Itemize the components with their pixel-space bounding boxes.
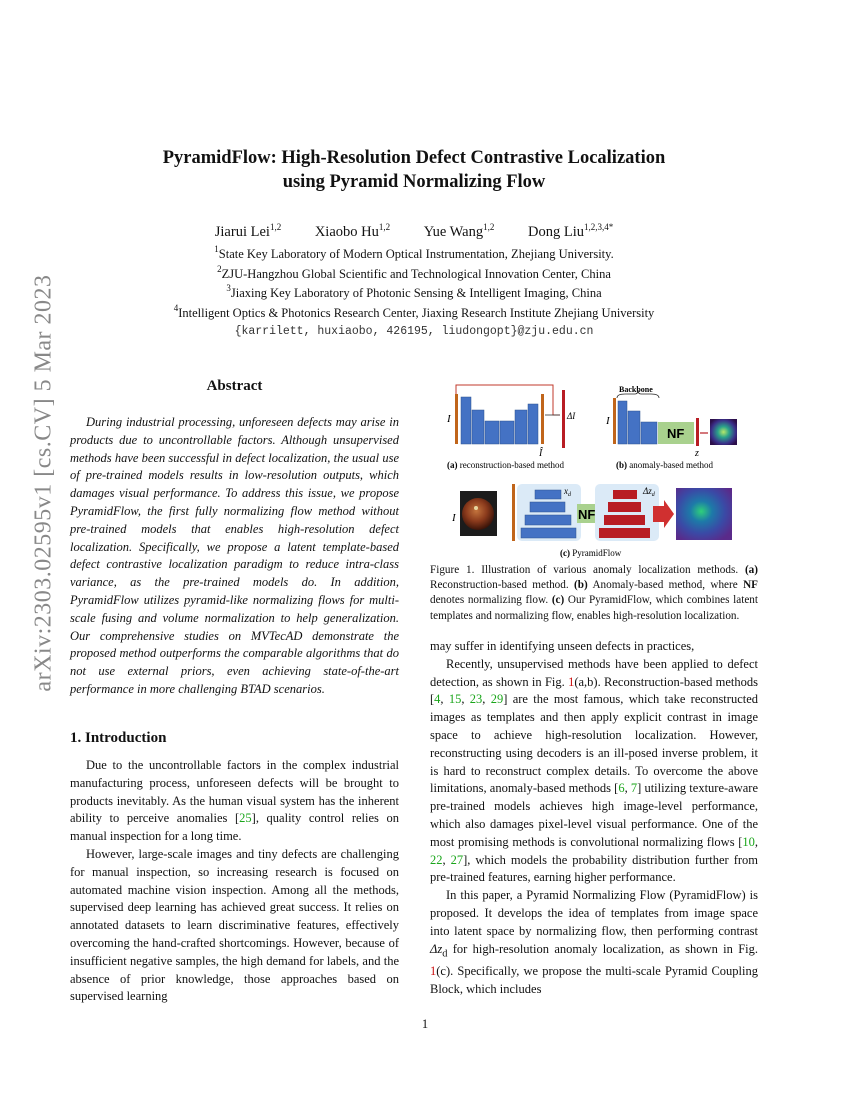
intro-paragraph-1: Due to the uncontrollable factors in the complex industrial manufacturing process, unforeseen defects will be brought to products inevitably. As the human visual system has the inherent ability to perceive anomalies [25], quality control relies on manual inspection for a long time.	[70, 758, 399, 844]
layer-block	[472, 410, 484, 444]
citation-link[interactable]: 22	[430, 852, 443, 867]
pyramid-level	[604, 515, 645, 525]
backbone-label: Backbone	[619, 385, 653, 394]
continued-text: may suffer in identifying unseen defects in practices,	[430, 639, 695, 653]
affiliation-3: $^3$Jiaxing Key Laboratory of Photonic Sensing & Intelligent Imaging, China	[226, 283, 602, 300]
fig-label-z: z	[695, 448, 699, 459]
fig-label-xd: $x_d$	[564, 486, 571, 498]
layer-block	[500, 421, 514, 444]
nf-label: NF	[578, 507, 596, 522]
author: Dong Liu$^{1,2,3,4*}$	[527, 222, 614, 240]
author-email[interactable]: {karrilett, huxiaobo, 426195, liudongopt}@zju.edu.cn	[234, 325, 594, 338]
arxiv-identifier: arXiv:2303.02595v1 [cs.CV] 5 Mar 2023	[30, 274, 57, 692]
abstract-heading: Abstract	[206, 378, 263, 394]
layer-block	[515, 410, 527, 444]
arxiv-side-stamp	[32, 268, 56, 698]
subcaption-a: (a) reconstruction-based method	[447, 460, 564, 470]
fig-label-dzd: $\Delta z_d$	[643, 486, 655, 498]
layer-block	[628, 411, 640, 444]
figure-1	[440, 378, 770, 560]
intro-left-column	[70, 757, 399, 1006]
abstract-body: During industrial processing, unforeseen defects may arise in products due to uncontrollable factors. Although unsupervised methods have been successful in defect localization, the usual use of pre-trained models results in low-resolution outputs, which damages visual performance. To address this issue, we propose PyramidFlow, the first fully normalizing flow method without pre-trained models that enables high-resolution defect localization. Specifically, we propose a latent template-based defect contrastive localization paradigm to reduce intra-class variance, as the pre-trained models do. In addition, PyramidFlow utilizes pyramid-like normalizing flows for multi-scale fusing and volume normalization to help generalization. Our comprehensive studies on MVTecAD demonstrate the proposed method outperforms the comparable algorithms that do not use external priors, even achieving state-of-the-art performance in more challenging BTAD scenarios.	[70, 415, 399, 696]
layer-block	[485, 421, 499, 444]
section-heading: 1. Introduction	[70, 730, 167, 746]
intro-paragraph-4: In this paper, a Pyramid Normalizing Flow (PyramidFlow) is proposed. It develops the idea of templates from image space into latent space by normalizing flow, then performing contrast $\Delta z_d$ for high-resolution anomaly localization, as shown in Fig. 1(c). Specifically, we propose the multi-scale Pyramid Coupling Block, which includes	[430, 888, 758, 996]
citation-link[interactable]: 25	[239, 811, 252, 826]
pyramid-level	[613, 490, 637, 499]
paper-title	[100, 146, 728, 194]
layer-block	[618, 401, 627, 444]
pyramid-level	[525, 515, 571, 525]
intro-paragraph-2: However, large-scale images and tiny defects are challenging for manual inspection, so increasing research is focused on automated machine vision inspection. Among all the methods, supervised deep learning has achieved great success. It relies on annotated datasets to learn discriminative features, effectively overcoming the hand-crafted shortcomings. However, because of insufficient negative samples, the high demand for labels, and the absence of prior knowledge, those approaches based on supervised learning	[70, 846, 399, 1004]
citation-link[interactable]: 27	[450, 852, 464, 867]
pyramid-level	[530, 502, 565, 512]
citation-link[interactable]: 15	[448, 692, 462, 707]
apple-image	[462, 498, 494, 530]
nf-label: NF	[667, 426, 685, 441]
citation-link[interactable]: 29	[490, 692, 504, 707]
layer-block	[461, 397, 471, 444]
figure-link[interactable]: 1	[568, 674, 575, 689]
subcaption-c: (c) PyramidFlow	[560, 548, 622, 558]
anomaly-heatmap	[676, 488, 732, 540]
subcaption-b: (b) anomaly-based method	[616, 460, 713, 470]
author: Jiarui Lei$^{1,2}$	[214, 222, 282, 240]
diff-bar-icon	[562, 390, 565, 448]
affiliation-2: $^2$ZJU-Hangzhou Global Scientific and Technological Innovation Center, China	[217, 263, 611, 281]
intro-paragraph-3: Recently, unsupervised methods have been applied to defect detection, as shown in Fig. 1(a,b). Reconstruction-based methods [4, 15, 23, 29] are the most famous, which take reconstructed images as templates and then apply explicit contrast in image space to achieve high-resolution localization. However, reconstructing using decoders is an ill-posed inverse problem, it is hard to reconstruct complex details. To overcome the above limitations, anomaly-based methods [6, 7] utilizing texture-aware pre-trained models achieves high image-level performance, which also damages pixel-level visual performance. One of the most promising methods is convolutional normalizing flows [10, 22, 27], which models the probability distribution further from pre-trained features, earning higher performance.	[430, 656, 759, 885]
fig-label-Ihat: Î	[539, 448, 543, 459]
input-bar-icon	[512, 484, 515, 541]
citation-link[interactable]: 23	[469, 692, 483, 707]
citation-link[interactable]: 7	[630, 781, 638, 796]
figure-link[interactable]: 1	[430, 963, 437, 978]
affiliation-1: $^1$State Key Laboratory of Modern Optical Instrumentation, Zhejiang University.	[214, 244, 614, 261]
citation-link[interactable]: 6	[618, 781, 625, 796]
skip-connection-arrow	[456, 385, 560, 415]
author-list	[100, 224, 728, 241]
defect-spot	[474, 506, 478, 510]
pyramid-level	[599, 528, 650, 538]
pyramid-level	[535, 490, 561, 499]
layer-block	[641, 422, 657, 444]
fig-label-I: I	[452, 512, 456, 524]
affiliation-4: $^4$Intelligent Optics & Photonics Research Center, Jiaxing Research Institute Zhejiang University	[173, 302, 655, 320]
latent-bar-icon	[696, 418, 699, 446]
fig-label-I: I	[447, 413, 451, 425]
fig-label-I: I	[606, 415, 610, 427]
input-bar-icon	[455, 394, 458, 444]
layer-block	[528, 404, 538, 444]
citation-link[interactable]: 4	[434, 692, 441, 707]
figure-caption: Figure 1. Illustration of various anomaly localization methods. (a) Reconstruction-based method. (b) Anomaly-based method, where NF denotes normalizing flow. (c) Our PyramidFlow, which combines latent templates and normalizing flow, enables high-resolution localization.	[430, 564, 759, 622]
title-line-1: PyramidFlow: High-Resolution Defect Contrastive Localization	[162, 148, 666, 168]
fig-label-dI: ΔI	[567, 411, 576, 421]
page-number: 1	[421, 1017, 429, 1031]
author: Yue Wang$^{1,2}$	[423, 222, 495, 240]
figure-1-graphic	[440, 378, 770, 560]
title-line-2: using Pyramid Normalizing Flow	[282, 172, 546, 192]
heatmap-thumbnail	[710, 419, 737, 445]
pyramid-level	[608, 502, 641, 512]
citation-link[interactable]: 10	[742, 834, 755, 849]
pyramid-level	[521, 528, 576, 538]
intro-right-column	[430, 638, 758, 998]
author: Xiaobo Hu$^{1,2}$	[314, 222, 391, 240]
output-bar-icon	[541, 394, 544, 444]
input-bar-icon	[613, 398, 616, 444]
